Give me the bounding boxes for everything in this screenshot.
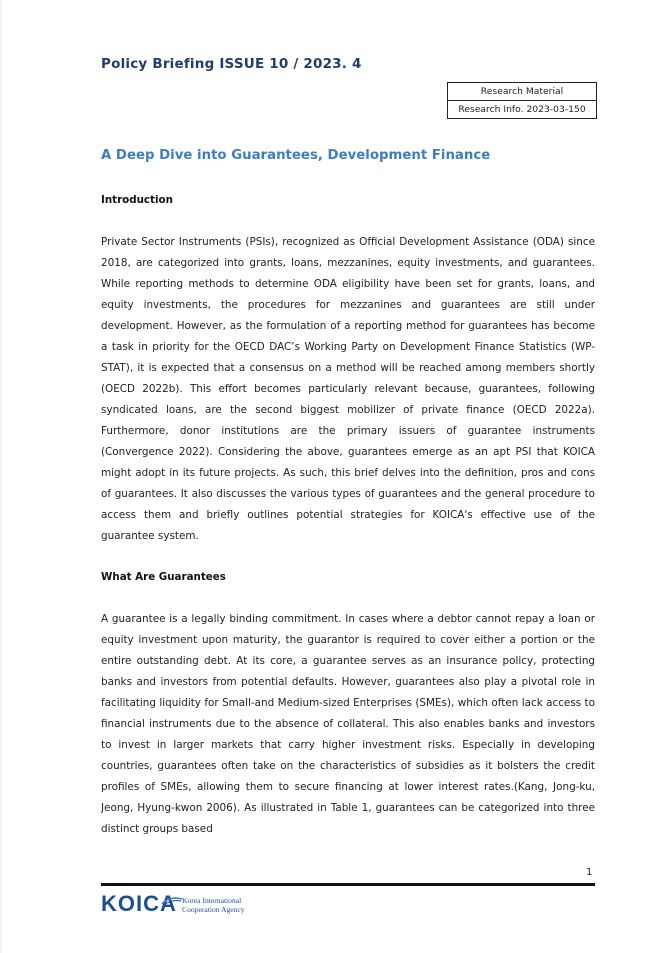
section-heading-what-are-guarantees: What Are Guarantees xyxy=(101,571,226,583)
research-info-box xyxy=(447,82,597,119)
info-box-number: Research Info. 2023-03-150 xyxy=(448,100,596,118)
logo-swoosh-icon xyxy=(161,896,183,906)
logo-wordmark: KOICA xyxy=(101,891,177,916)
series-header: Policy Briefing ISSUE 10 / 2023. 4 xyxy=(101,56,362,72)
section-heading-introduction: Introduction xyxy=(101,194,173,206)
section-body-what-are-guarantees: A guarantee is a legally binding commitment. In cases where a debtor cannot repay a loan or equity investment upon maturity, the guarantor is required to cover either a portion or the entire outstanding debt. At its core, a guarantee serves as an insurance policy, protecting banks and investors from potential defaults. However, guarantees also play a pivotal role in facilitating liquidity for Small-and Medium-sized Enterprises (SMEs), which often lack access to financial instruments due to the absence of collateral. This also enables banks and investors to invest in larger markets that carry higher investment risks. Especially in developing countries, guarantees often take on the characteristics of subsidies as it bolsters the credit profiles of SMEs, allowing them to secure financing at lower interest rates.(Kang, Jong-ku, Jeong, Hyung-kwon 2006). As illustrated in Table 1, guarantees can be categorized into three distinct groups based xyxy=(101,613,595,835)
section-body-introduction: Private Sector Instruments (PSIs), recognized as Official Development Assistance (ODA) since 2018, are categorized into grants, loans, mezzanines, equity investments, and guarantees. While reporting methods to determine ODA eligibility have been set for grants, loans, and equity investments, the procedures for mezzanines and guarantees are still under development. However, as the formulation of a reporting method for guarantees has become a task in priority for the OECD DAC’s Working Party on Development Finance Statistics (WP-STAT), it is expected that a consensus on a method will be reached among members shortly (OECD 2022b). This effort becomes particularly relevant because, guarantees, following syndicated loans, are the second biggest mobilizer of private finance (OECD 2022a). Furthermore, donor institutions are the primary issuers of guarantee instruments (Convergence 2022). Considering the above, guarantees emerge as an apt PSI that KOICA might adopt in its future projects. As such, this brief delves into the definition, pros and cons of guarantees. It also discusses the various types of guarantees and the general procedure to access them and briefly outlines potential strategies for KOICA's effective use of the guarantee system. xyxy=(101,236,595,542)
page-number: 1 xyxy=(586,867,593,878)
logo-line-1: Korea International xyxy=(182,896,242,905)
logo-agency-name xyxy=(182,896,245,914)
logo-line-2: Cooperation Agency xyxy=(182,905,245,914)
info-box-material: Research Material xyxy=(480,86,564,97)
document-title: A Deep Dive into Guarantees, Development Finance xyxy=(101,148,491,163)
page-left-edge xyxy=(0,0,2,953)
footer-rule xyxy=(101,883,595,886)
